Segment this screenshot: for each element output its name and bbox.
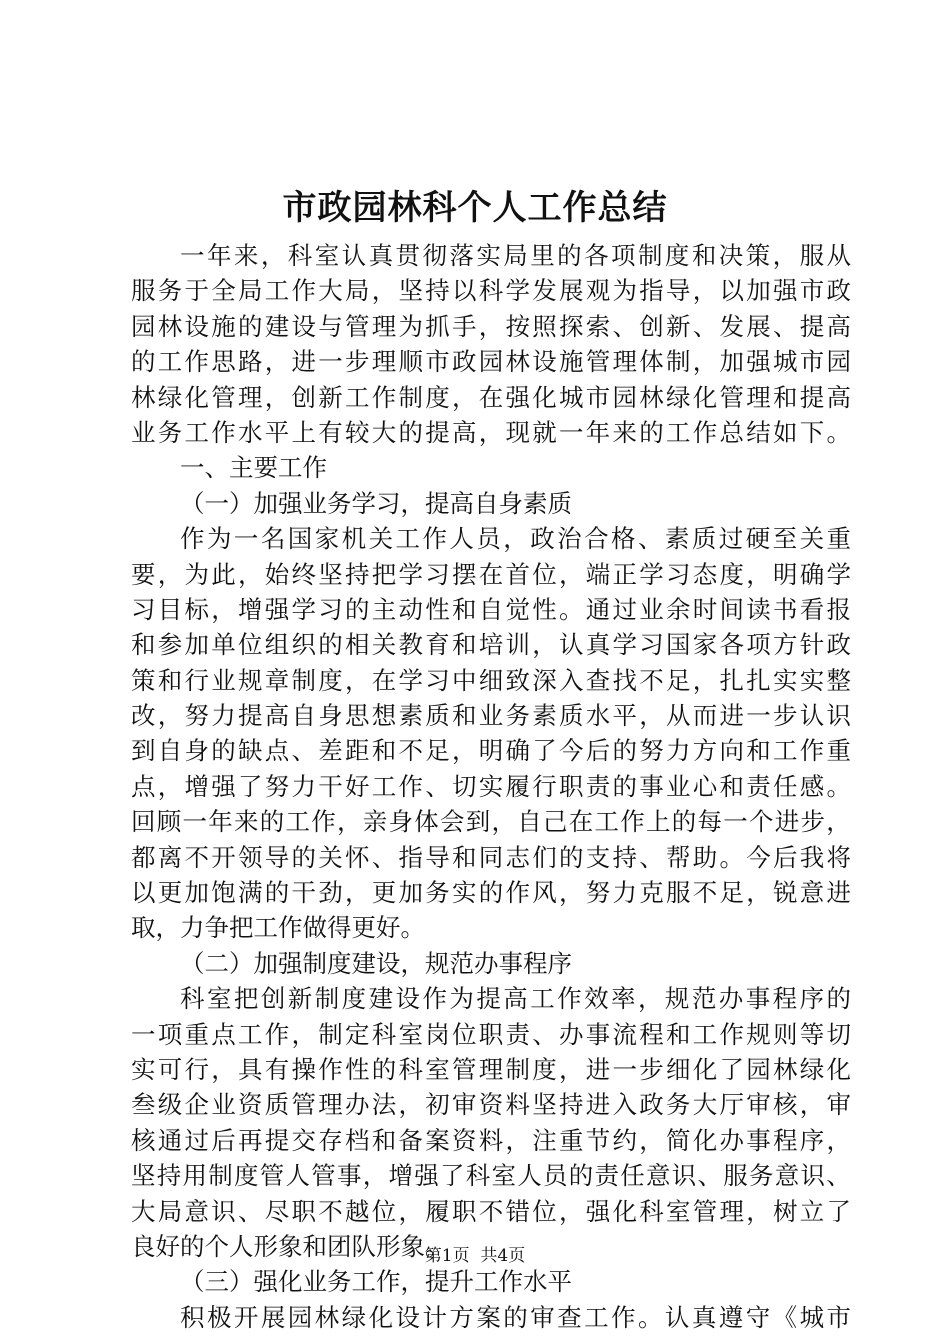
document-body [131, 238, 851, 1335]
text-line: 习 目 标 ， 增 强 学 习 的 主 动 性 和 自 觉 性 。 通 过 业 余 时 间 读 书 看 报 [131, 594, 851, 624]
page-footer: 第1页 共4页 [424, 1246, 526, 1266]
text-line: （一）加强业务学习，提高自身素质 [180, 488, 572, 518]
text-line: 和 参 加 单 位 组 织 的 相 关 教 育 和 培 训 ， 认 真 学 习 国 家 各 项 方 针 政 [131, 630, 851, 660]
text-line: 点 ， 增 强 了 努 力 干 好 工 作 、 切 实 履 行 职 责 的 事 业 心 和 责 任 感 。 [131, 771, 851, 801]
text-line: 大 局 意 识 、 尽 职 不 越 位 ， 履 职 不 错 位 ， 强 化 科 室 管 理 ， 树 立 了 [131, 1196, 851, 1226]
text-line: 到 自 身 的 缺 点 、 差 距 和 不 足 ， 明 确 了 今 后 的 努 力 方 向 和 工 作 重 [131, 736, 851, 766]
text-line: 一 年 来 ， 科 室 认 真 贯 彻 落 实 局 里 的 各 项 制 度 和 决 策 ， 服 从 [180, 241, 851, 270]
text-line: 园 林 设 施 的 建 设 与 管 理 为 抓 手 ， 按 照 探 索 、 创 新 、 发 展 、 提 高 [131, 311, 851, 341]
text-line: 实 可 行 ， 具 有 操 作 性 的 科 室 管 理 制 度 ， 进 一 步 细 化 了 园 林 绿 化 [131, 1054, 851, 1084]
text-line: 叁 级 企 业 资 质 管 理 办 法 ， 初 审 资 料 坚 持 进 入 政 务 大 厅 审 核 ， 审 [131, 1090, 851, 1120]
text-line: 坚 持 用 制 度 管 人 管 事 ， 增 强 了 科 室 人 员 的 责 任 意 识 、 服 务 意 识 、 [131, 1161, 851, 1191]
text-line: 取，力争把工作做得更好。 [131, 913, 425, 943]
text-line: （二）加强制度建设，规范办事程序 [180, 948, 572, 978]
text-line: 良好的个人形象和团队形象。 [131, 1231, 450, 1261]
document-title: 市政园林科个人工作总结 [282, 188, 668, 228]
text-line: 业 务 工 作 水 平 上 有 较 大 的 提 高 ， 现 就 一 年 来 的 工 作 总 结 如 下 。 [131, 417, 851, 447]
text-line: 一、主要工作 [180, 453, 327, 483]
text-line: 服 务 于 全 局 工 作 大 局 ， 坚 持 以 科 学 发 展 观 为 指 导 ， 以 加 强 市 政 [131, 276, 851, 306]
text-line: （三）强化业务工作，提升工作水平 [180, 1267, 572, 1297]
text-line: 作 为 一 名 国 家 机 关 工 作 人 员 ， 政 治 合 格 、 素 质 过 硬 至 关 重 [180, 524, 851, 554]
text-line: 策 和 行 业 规 章 制 度 ， 在 学 习 中 细 致 深 入 查 找 不 足 ， 扎 扎 实 实 整 [131, 665, 851, 695]
text-line: 科 室 把 创 新 制 度 建 设 作 为 提 高 工 作 效 率 ， 规 范 办 事 程 序 的 [180, 984, 851, 1014]
text-line: 要 ， 为 此 ， 始 终 坚 持 把 学 习 摆 在 首 位 ， 端 正 学 习 态 度 ， 明 确 学 [131, 559, 851, 589]
text-line: 积 极 开 展 园 林 绿 化 设 计 方 案 的 审 查 工 作 。 认 真 遵 守 《 城 市 [180, 1302, 851, 1332]
text-line: 的 工 作 思 路 ， 进 一 步 理 顺 市 政 园 林 设 施 管 理 体 制 ， 加 强 城 市 园 [131, 347, 851, 377]
text-line: 改 ， 努 力 提 高 自 身 思 想 素 质 和 业 务 素 质 水 平 ， 从 而 进 一 步 认 识 [131, 701, 851, 731]
text-line: 回 顾 一 年 来 的 工 作 ， 亲 身 体 会 到 ， 自 己 在 工 作 上 的 每 一 个 进 步 ， [131, 807, 851, 837]
text-line: 都 离 不 开 领 导 的 关 怀 、 指 导 和 同 志 们 的 支 持 、 帮 助 。 今 后 我 将 [131, 842, 851, 872]
text-line: 核 通 过 后 再 提 交 存 档 和 备 案 资 料 ， 注 重 节 约 ， 简 化 办 事 程 序 ， [131, 1125, 851, 1155]
text-line: 林 绿 化 管 理 ， 创 新 工 作 制 度 ， 在 强 化 城 市 园 林 绿 化 管 理 和 提 高 [131, 382, 851, 412]
text-line: 以 更 加 饱 满 的 干 劲 ， 更 加 务 实 的 作 风 ， 努 力 克 服 不 足 ， 锐 意 进 [131, 878, 851, 908]
text-line: 一 项 重 点 工 作 ， 制 定 科 室 岗 位 职 责 、 办 事 流 程 和 工 作 规 则 等 切 [131, 1019, 851, 1049]
